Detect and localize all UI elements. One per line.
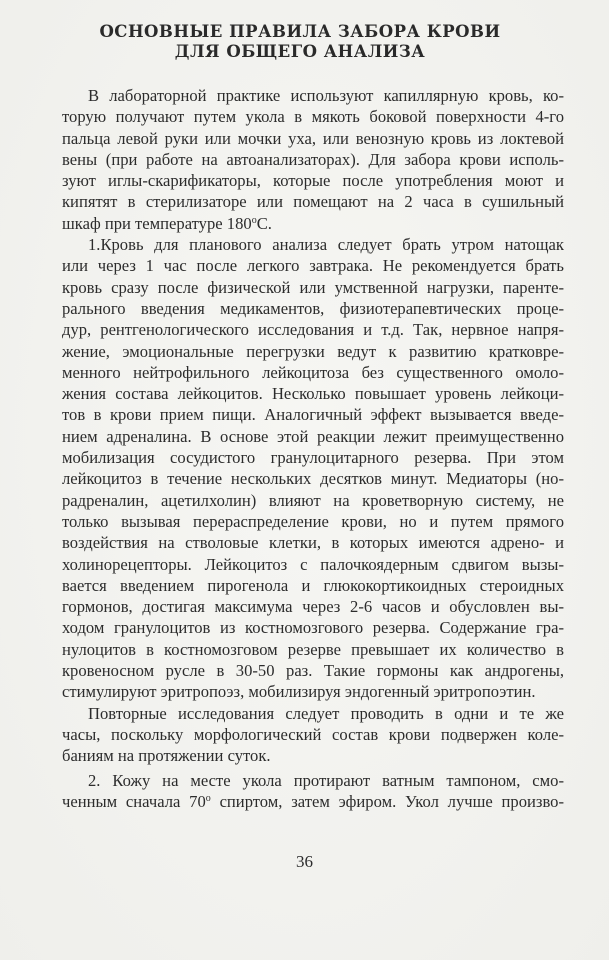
text-fragment: спиртом, затем эфиром. Укол лучше произво- [219, 791, 564, 811]
text-line: тов в крови прием пищи. Аналогичный эффект вызывается введе- [62, 405, 564, 425]
text-line: 2. Кожу на месте укола протирают ватным тампоном, смо- [88, 770, 564, 790]
text-line: дур, рентгенологического исследования и т.д. Так, нервное напря- [62, 320, 564, 340]
title-line-1: ОСНОВНЫЕ ПРАВИЛА ЗАБОРА КРОВИ [99, 22, 501, 41]
text-line: В лабораторной практике используют капиллярную кровь, ко- [88, 86, 564, 105]
text-line: стимулируют эритропоэз, мобилизируя эндогенный эритропоэтин. [62, 682, 536, 702]
text-line: пальца левой руки или мочки уха, или венозную кровь из локтевой [62, 128, 564, 148]
text-line: воздействия на стволовые клетки, в которых имеются адрено- и [62, 533, 564, 553]
text-line: жения состава лейкоцитов. Несколько повышает уровень лейкоци- [62, 384, 564, 404]
text-line: кровеносном русле в 30-50 раз. Такие гормоны как андрогены, [62, 661, 564, 681]
text-line: только вызывая перераспределение крови, но и путем прямого [62, 511, 564, 531]
text-line: часы, поскольку морфологический состав крови подвержен коле- [62, 724, 564, 744]
text-line: гормонов, достигая максимума через 2-6 часов и обусловлен вы- [62, 597, 564, 617]
text-line: нулоцитов в костномозговом резерве превышает их количество в [62, 639, 564, 659]
text-line: или через 1 час после легкого завтрака. Не рекомендуется брать [62, 256, 564, 276]
text-line: нием адреналина. В основе этой реакции лежит преимущественно [62, 426, 564, 446]
text-line [62, 213, 564, 234]
text-line: кипятят в стерилизаторе или помещают на 2 часа в сушильный [62, 192, 564, 212]
text-line: рального введения медикаментов, физиотерапевтических проце- [62, 298, 564, 318]
text-line: зуют иглы-скарификаторы, которые после употребления моют и [62, 171, 564, 191]
title-line-2: ДЛЯ ОБЩЕГО АНАЛИЗА [174, 42, 426, 61]
text-fragment: ченным сначала 70 [62, 791, 206, 811]
text-line: вается введением пирогенола и глюкокортикоидных стероидных [62, 575, 564, 595]
text-line: кровь сразу после физической или умственной нагрузки, паренте- [62, 277, 564, 297]
degree-symbol: о [251, 214, 257, 226]
celsius-unit: С. [256, 213, 272, 233]
text-line: 1.Кровь для планового анализа следует брать утром натощак [88, 235, 564, 255]
text-line: торую получают путем укола в мякоть боковой поверхности 4-го [62, 107, 564, 127]
text-line [62, 791, 564, 812]
page-number: 36 [296, 852, 313, 871]
text-line: мобилизация сосудистого гранулоцитарного резерва. При этом [62, 448, 564, 468]
text-line: баниям на протяжении суток. [62, 746, 271, 766]
text-line: ходом гранулоцитов из костномозгового резерва. Содержание гра- [62, 618, 564, 638]
text-line: жение, эмоциональные перегрузки ведут к развитию кратковре- [62, 341, 564, 361]
text-line: менного нейтрофильного лейкоцитоза без существенного омоло- [62, 362, 564, 382]
degree-symbol: о [205, 792, 211, 804]
text-fragment: шкаф при температуре 180 [62, 213, 252, 233]
text-line: Повторные исследования следует проводить в одни и те же [88, 703, 564, 723]
text-line: холинорецепторы. Лейкоцитоз с палочкоядерным сдвигом вызы- [62, 554, 564, 574]
text-line: лейкоцитоз в течение нескольких десятков минут. Медиаторы (но- [62, 469, 564, 489]
text-line: радреналин, ацетилхолин) влияют на кроветворную систему, не [62, 490, 564, 510]
text-line: вены (при работе на автоанализаторах). Для забора крови исполь- [62, 149, 564, 169]
body-text [62, 85, 564, 812]
